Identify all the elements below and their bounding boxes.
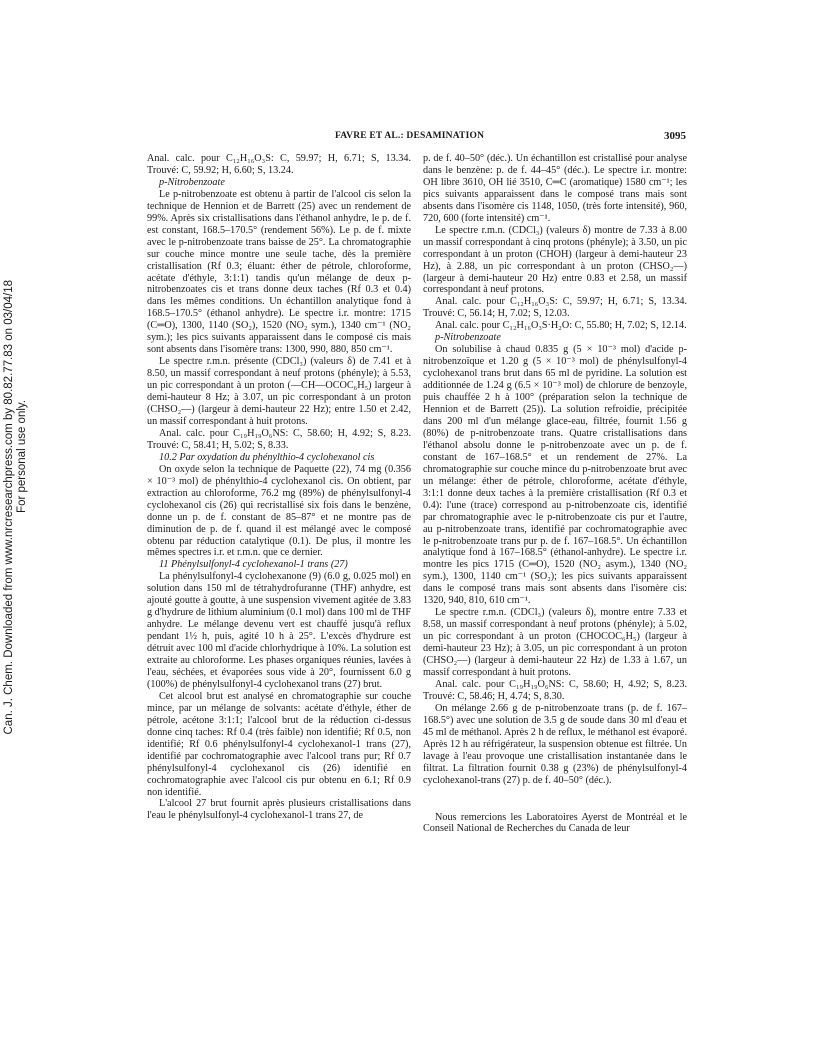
right-column [423,153,687,835]
section-heading: p-Nitrobenzoate [159,176,225,188]
paragraph: On oxyde selon la technique de Paquette (22), 74 mg (0.356 × 10⁻³ mol) de phénylthio-4 cyclohexanol cis. On obtient, par extraction au chloroforme, 76.2 mg (89%) de phénylsulfonyl-4 cyclohexanol cis (26) qui recristallisé six fois dans le benzène, donne un p. de f. constant de 85–87° et ne montre pas de diminution de p. de f. quand il est mélangé avec le composé obtenu par réduction catalytique (0.1). De plus, il montre les mêmes spectres i.r. et r.m.n. que ce dernier. [147,463,411,559]
page-header [146,131,686,147]
paragraph: Anal. calc. pour C₁₂H₁₆O₃S: C, 59.97; H, 6.71; S, 13.34. Trouvé: C, 59.92; H, 6.60; S, 13.24. [147,153,411,176]
paragraph: Anal. calc. pour C₁₂H₁₆O₃S: C, 59.97; H, 6.71; S, 13.34. Trouvé: C, 56.14; H, 7.02; S, 12.03. [423,296,687,320]
paragraph: Le p-nitrobenzoate est obtenu à partir de l'alcool cis selon la technique de Hennion et de Barrett (25) avec un rendement de 99%. Après six cristallisations dans l'éthanol anhydre, le p. de f. est constant, 168.5–170.5° (rendement 56%). Le p. de f. mixte avec le p-nitrobenzoate trans baisse de 25°. La chromatographie sur couche mince montre une seule tache, dès la première cristallisation (Rf 0.3; éluant: éther de pétrole, chloroforme, acétate d'éthyle, 3:1:1) tandis qu'un mélange de deux p-nitrobenzoates cis et trans donne deux taches (Rf 0.3 et 0.4) dans les mêmes conditions. Un échantillon analytique fond à 168.5–170.5° (éthanol anhydre). Le spectre i.r. montre: 1715 (C═O), 1300, 1140 (SO₂), 1520 (NO₂ sym.), 1340 cm⁻¹ (NO₂ sym.); les pics suivants apparaissent dans le composé cis mais sont absents dans l'isomère trans: 1300, 990, 880, 850 cm⁻¹. [147,188,411,356]
paragraph: L'alcool 27 brut fournit après plusieurs cristallisations dans l'eau le phénylsulfonyl-4 cyclohexanol-1 trans 27, de [147,798,411,822]
paragraph: p. de f. 40–50° (déc.). Un échantillon est cristallisé pour analyse dans le benzène: p. de f. 44–45° (déc.). Le spectre i.r. montre: OH libre 3610, OH lié 3510, C═C (aromatique) 1580 cm⁻¹; les pics suivants apparaissent dans le composé trans mais sont absents dans l'isomère cis 1148, 1050, (très forte intensité), 960, 720, 600 (forte intensité) cm⁻¹. [423,153,687,224]
personal-use-notice: For personal use only. [16,400,28,513]
paragraph: Le spectre r.m.n. (CDCl₃) (valeurs δ), montre entre 7.33 et 8.58, un massif correspondant à neuf protons (phényle); à 5.02, un pic correspondant à un proton (CHOCOC₆H₅) (largeur à demi-hauteur 23 Hz); à 3.05, un pic correspondant à un proton (CHSO₂—) (largeur à demi-hauteur 22 Hz) de 1.33 à 1.67, un massif correspondant à huit protons. [423,607,687,678]
section-heading: 10.2 Par oxydation du phénylthio-4 cyclohexanol cis [159,451,375,463]
acknowledgements: Nous remercions les Laboratoires Ayerst de Montréal et le Conseil National de Recherches du Canada de leur [423,811,687,835]
download-watermark [3,280,31,750]
running-title: FAVRE ET AL.: DESAMINATION [335,131,485,141]
paragraph: La phénylsulfonyl-4 cyclohexanone (9) (6.0 g, 0.025 mol) en solution dans 150 ml de tétrahydrofuranne (THF) anhydre, est ajouté goutte à goutte, à une suspension vivement agitée de 3.83 g d'hydrure de lithium aluminium (0.1 mol) dans 100 ml de THF anhydre. Le mélange devenu vert est chauffé jusqu'à reflux pendant 1½ h, puis, agité 10 h à 25°. L'excès d'hydrure est détruit avec 100 ml d'acide chlorhydrique à 10%. La solution est extraite au chloroforme. Les phases organiques réunies, lavées à l'eau, séchées, et évaporées sous vide à 20°, fournissent 6.0 g (100%) de phénylsulfonyl-4 cyclohexanol trans (27) brut. [147,571,411,690]
paragraph: Cet alcool brut est analysé en chromatographie sur couche mince, par un mélange de solvants: acétate d'éthyle, éther de pétrole, acétone 3:1:1; l'alcool brut de la réduction ci-dessus donne cinq taches: Rf 0.4 (très faible) non identifié; Rf 0.5, non identifié; Rf 0.6 phénylsulfonyl-4 cyclohexanol-1 trans (27), identifié par cochromatographie avec l'alcool trans pur; Rf 0.7 phénylsulfonyl-4 cyclohexanol cis (26) identifié en cochromatographie avec l'alcool cis pur obtenu en 6.1; Rf 0.9 non identifié. [147,690,411,798]
page-number: 3095 [664,130,686,142]
section-heading: p-Nitrobenzoate [435,332,501,344]
section-heading: 11 Phénylsulfonyl-4 cyclohexanol-1 trans (27) [159,559,348,571]
paragraph: Anal. calc. pour C₁₉H₁₉O₆NS: C, 58.60; H, 4.92; S, 8.23. Trouvé: C, 58.46; H, 4.74; S, 8.30. [423,678,687,702]
paragraph: Le spectre r.m.n. (CDCl₃) (valeurs δ) montre de 7.33 à 8.00 un massif correspondant à cinq protons (phényle); à 3.50, un pic correspondant à un proton (CHOH) (largeur à demi-hauteur 23 Hz), à 2.88, un pic correspondant à un proton (CHSO₂—) (largeur à demi-hauteur 20 Hz) entre 0.83 et 2.58, un massif correspondant à neuf protons. [423,224,687,296]
paragraph: Anal. calc. pour C₁₂H₁₆O₃S·H₂O: C, 55.80; H, 7.02; S, 12.14. [435,320,687,332]
left-column [147,153,411,822]
paragraph: On solubilise à chaud 0.835 g (5 × 10⁻³ mol) d'acide p-nitrobenzoïque et 1.20 g (5 × 10⁻³ mol) de phénylsulfonyl-4 cyclohexanol trans brut dans 65 ml de pyridine. La solution est additionnée de 1.24 g (6.5 × 10⁻³ mol) de chlorure de benzoyle, puis chauffée 2 h à 100° (préparation selon la technique de Hennion et de Barrett (25)). La solution refroidie, précipitée dans 200 ml d'un mélange glace-eau, filtrée, fournit 1.56 g (80%) de p-nitrobenzoate trans. Quatre cristallisations dans l'éthanol absolu donne le p-nitrobenzoate avec un p. de f. constant de 167–168.5° et un rendement de 27%. La chromatographie sur couche mince du p-nitrobenzoate brut avec un mélange: éther de pétrole, chloroforme, acétate d'éthyle, 3:1:1 donne deux taches à la première cristallisation (Rf 0.3 et 0.4): l'une (trace) correspond au p-nitrobenzoate cis, identifié par chromatographie avec le p-nitrobenzoate cis pur et l'autre, au p-nitrobenzoate trans, identifié par cochromatographie avec le p-nitrobenzoate trans pur p. de f. 167–168.5°. Un échantillon analytique fond à 167–168.5° (éthanol-anhydre). Le spectre i.r. montre les pics 1715 (C═O), 1520 (NO₂ asym.), 1340 (NO₂ sym.), 1300, 1140 cm⁻¹ (SO₂); les pics suivants apparaissent dans le composé trans mais sont absents dans l'isomère cis: 1320, 940, 810, 610 cm⁻¹. [423,344,687,607]
paragraph: Anal. calc. pour C₁₉H₁₉O₆NS: C, 58.60; H, 4.92; S, 8.23. Trouvé: C, 58.41; H, 5.02; S, 8.33. [147,427,411,451]
download-notice: Can. J. Chem. Downloaded from www.nrcresearchpress.com by 80.82.77.83 on 03/04/18 [3,280,15,735]
paragraph: Le spectre r.m.n. présente (CDCl₃) (valeurs δ) de 7.41 et à 8.50, un massif correspondant à neuf protons (phényle); à 5.53, un pic correspondant à un proton (—CH—OCOC₆H₅) largeur à demi-hauteur 8 Hz; à 3.07, un pic correspondant à un proton (CHSO₂—) (largeur à demi-hauteur 22 Hz); entre 1.50 et 2.42, un massif correspondant à huit protons. [147,356,411,427]
paragraph: On mélange 2.66 g de p-nitrobenzoate trans (p. de f. 167–168.5°) avec une solution de 3.5 g de soude dans 30 ml d'eau et 45 ml de méthanol. Après 2 h de reflux, le méthanol est évaporé. Après 12 h au réfrigérateur, la suspension obtenue est filtrée. Un lavage à l'eau provoque une cristallisation instantanée dans le filtrat. La filtration fournit 0.38 g (23%) de phénylsulfonyl-4 cyclohexanol-trans (27) p. de f. 40–50° (déc.). [423,702,687,786]
